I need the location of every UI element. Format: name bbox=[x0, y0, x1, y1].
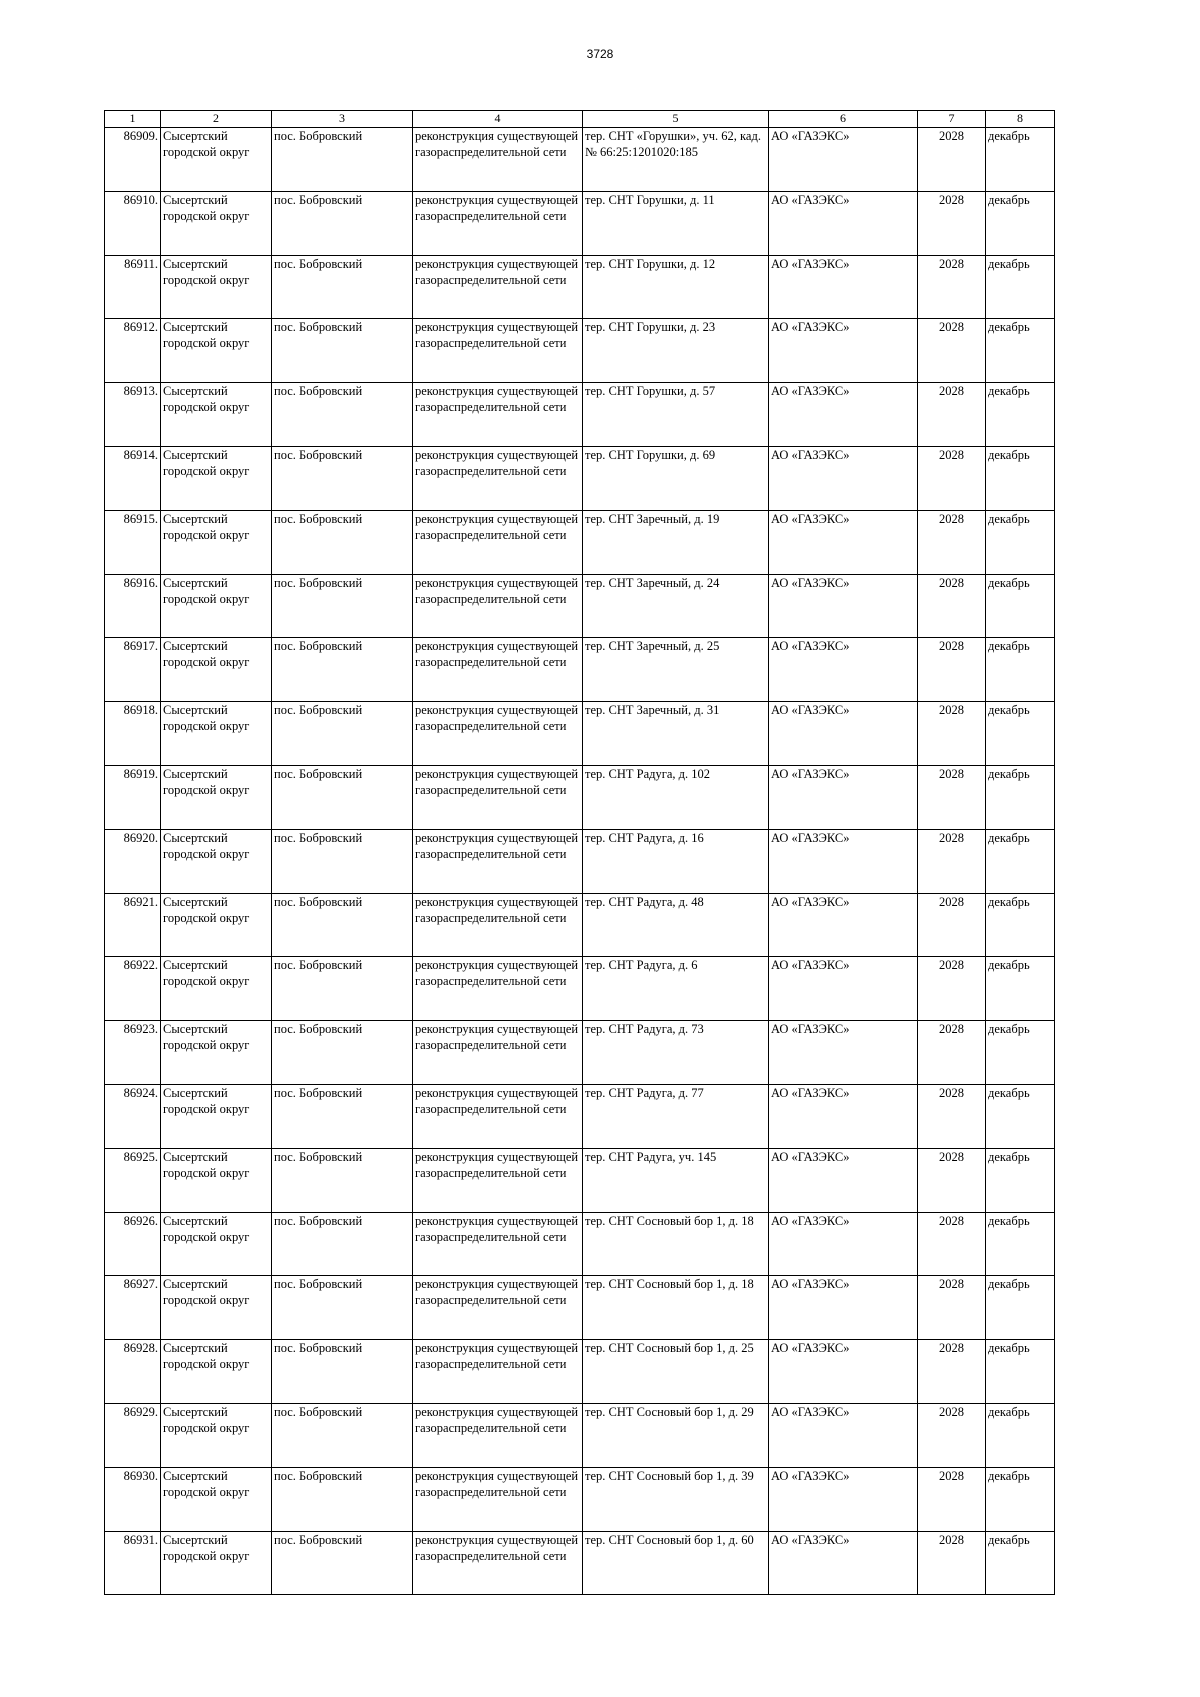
district-cell: Сысертский городской округ bbox=[161, 383, 272, 447]
work-type-cell: реконструкция существующей газораспределительной сети bbox=[413, 1531, 583, 1595]
table-row bbox=[105, 255, 1055, 319]
work-type-cell: реконструкция существующей газораспределительной сети bbox=[413, 383, 583, 447]
row-number: 86916. bbox=[105, 574, 161, 638]
table-row bbox=[105, 319, 1055, 383]
year-cell: 2028 bbox=[918, 1467, 986, 1531]
column-number: 5 bbox=[583, 111, 769, 128]
address-cell: тер. СНТ Сосновый бор 1, д. 39 bbox=[583, 1467, 769, 1531]
row-number: 86931. bbox=[105, 1531, 161, 1595]
settlement-cell: пос. Бобровский bbox=[272, 1276, 413, 1340]
table-row bbox=[105, 1340, 1055, 1404]
table-row bbox=[105, 1276, 1055, 1340]
month-cell: декабрь bbox=[986, 702, 1055, 766]
district-cell: Сысертский городской округ bbox=[161, 1467, 272, 1531]
month-cell: декабрь bbox=[986, 1340, 1055, 1404]
table-row bbox=[105, 383, 1055, 447]
year-cell: 2028 bbox=[918, 702, 986, 766]
organization-cell: АО «ГАЗЭКС» bbox=[769, 893, 918, 957]
district-cell: Сысертский городской округ bbox=[161, 1340, 272, 1404]
settlement-cell: пос. Бобровский bbox=[272, 1148, 413, 1212]
work-type-cell: реконструкция существующей газораспределительной сети bbox=[413, 829, 583, 893]
address-cell: тер. СНТ Заречный, д. 25 bbox=[583, 638, 769, 702]
work-type-cell: реконструкция существующей газораспределительной сети bbox=[413, 1403, 583, 1467]
organization-cell: АО «ГАЗЭКС» bbox=[769, 1084, 918, 1148]
table-row bbox=[105, 1467, 1055, 1531]
year-cell: 2028 bbox=[918, 957, 986, 1021]
row-number: 86911. bbox=[105, 255, 161, 319]
district-cell: Сысертский городской округ bbox=[161, 574, 272, 638]
month-cell: декабрь bbox=[986, 829, 1055, 893]
district-cell: Сысертский городской округ bbox=[161, 128, 272, 192]
district-cell: Сысертский городской округ bbox=[161, 446, 272, 510]
address-cell: тер. СНТ Заречный, д. 24 bbox=[583, 574, 769, 638]
address-cell: тер. СНТ Радуга, д. 77 bbox=[583, 1084, 769, 1148]
work-type-cell: реконструкция существующей газораспределительной сети bbox=[413, 1021, 583, 1085]
column-number-row bbox=[105, 111, 1055, 128]
settlement-cell: пос. Бобровский bbox=[272, 829, 413, 893]
work-type-cell: реконструкция существующей газораспределительной сети bbox=[413, 1084, 583, 1148]
address-cell: тер. СНТ Радуга, д. 16 bbox=[583, 829, 769, 893]
work-type-cell: реконструкция существующей газораспределительной сети bbox=[413, 1340, 583, 1404]
column-number: 2 bbox=[161, 111, 272, 128]
work-type-cell: реконструкция существующей газораспределительной сети bbox=[413, 319, 583, 383]
organization-cell: АО «ГАЗЭКС» bbox=[769, 765, 918, 829]
month-cell: декабрь bbox=[986, 1531, 1055, 1595]
settlement-cell: пос. Бобровский bbox=[272, 638, 413, 702]
district-cell: Сысертский городской округ bbox=[161, 255, 272, 319]
table-row bbox=[105, 1531, 1055, 1595]
settlement-cell: пос. Бобровский bbox=[272, 128, 413, 192]
district-cell: Сысертский городской округ bbox=[161, 1212, 272, 1276]
table-body bbox=[105, 128, 1055, 1595]
table-row bbox=[105, 574, 1055, 638]
address-cell: тер. СНТ Горушки, д. 69 bbox=[583, 446, 769, 510]
work-type-cell: реконструкция существующей газораспределительной сети bbox=[413, 510, 583, 574]
month-cell: декабрь bbox=[986, 638, 1055, 702]
month-cell: декабрь bbox=[986, 957, 1055, 1021]
month-cell: декабрь bbox=[986, 574, 1055, 638]
address-cell: тер. СНТ Радуга, д. 6 bbox=[583, 957, 769, 1021]
organization-cell: АО «ГАЗЭКС» bbox=[769, 446, 918, 510]
work-type-cell: реконструкция существующей газораспределительной сети bbox=[413, 1212, 583, 1276]
district-cell: Сысертский городской округ bbox=[161, 1531, 272, 1595]
table-row bbox=[105, 1021, 1055, 1085]
year-cell: 2028 bbox=[918, 1212, 986, 1276]
row-number: 86919. bbox=[105, 765, 161, 829]
address-cell: тер. СНТ Сосновый бор 1, д. 18 bbox=[583, 1276, 769, 1340]
settlement-cell: пос. Бобровский bbox=[272, 957, 413, 1021]
settlement-cell: пос. Бобровский bbox=[272, 574, 413, 638]
row-number: 86909. bbox=[105, 128, 161, 192]
row-number: 86929. bbox=[105, 1403, 161, 1467]
table-row bbox=[105, 446, 1055, 510]
address-cell: тер. СНТ Горушки, д. 12 bbox=[583, 255, 769, 319]
month-cell: декабрь bbox=[986, 510, 1055, 574]
address-cell: тер. СНТ Радуга, уч. 145 bbox=[583, 1148, 769, 1212]
month-cell: декабрь bbox=[986, 383, 1055, 447]
year-cell: 2028 bbox=[918, 128, 986, 192]
district-cell: Сысертский городской округ bbox=[161, 638, 272, 702]
table-row bbox=[105, 638, 1055, 702]
year-cell: 2028 bbox=[918, 638, 986, 702]
year-cell: 2028 bbox=[918, 510, 986, 574]
year-cell: 2028 bbox=[918, 383, 986, 447]
row-number: 86913. bbox=[105, 383, 161, 447]
row-number: 86930. bbox=[105, 1467, 161, 1531]
district-cell: Сысертский городской округ bbox=[161, 1084, 272, 1148]
organization-cell: АО «ГАЗЭКС» bbox=[769, 1212, 918, 1276]
organization-cell: АО «ГАЗЭКС» bbox=[769, 574, 918, 638]
month-cell: декабрь bbox=[986, 1403, 1055, 1467]
organization-cell: АО «ГАЗЭКС» bbox=[769, 1276, 918, 1340]
month-cell: декабрь bbox=[986, 319, 1055, 383]
organization-cell: АО «ГАЗЭКС» bbox=[769, 1340, 918, 1404]
column-number: 8 bbox=[986, 111, 1055, 128]
work-type-cell: реконструкция существующей газораспределительной сети bbox=[413, 957, 583, 1021]
table-row bbox=[105, 893, 1055, 957]
work-type-cell: реконструкция существующей газораспределительной сети bbox=[413, 128, 583, 192]
month-cell: декабрь bbox=[986, 1212, 1055, 1276]
settlement-cell: пос. Бобровский bbox=[272, 446, 413, 510]
year-cell: 2028 bbox=[918, 255, 986, 319]
year-cell: 2028 bbox=[918, 1084, 986, 1148]
district-cell: Сысертский городской округ bbox=[161, 510, 272, 574]
district-cell: Сысертский городской округ bbox=[161, 1021, 272, 1085]
year-cell: 2028 bbox=[918, 1340, 986, 1404]
month-cell: декабрь bbox=[986, 1084, 1055, 1148]
month-cell: декабрь bbox=[986, 446, 1055, 510]
work-type-cell: реконструкция существующей газораспределительной сети bbox=[413, 255, 583, 319]
work-type-cell: реконструкция существующей газораспределительной сети bbox=[413, 1276, 583, 1340]
year-cell: 2028 bbox=[918, 1021, 986, 1085]
address-cell: тер. СНТ Радуга, д. 102 bbox=[583, 765, 769, 829]
page-number: 3728 bbox=[586, 47, 614, 61]
month-cell: декабрь bbox=[986, 191, 1055, 255]
address-cell: тер. СНТ Горушки, д. 11 bbox=[583, 191, 769, 255]
organization-cell: АО «ГАЗЭКС» bbox=[769, 1148, 918, 1212]
table-row bbox=[105, 191, 1055, 255]
month-cell: декабрь bbox=[986, 255, 1055, 319]
month-cell: декабрь bbox=[986, 893, 1055, 957]
row-number: 86912. bbox=[105, 319, 161, 383]
settlement-cell: пос. Бобровский bbox=[272, 702, 413, 766]
address-cell: тер. СНТ Радуга, д. 48 bbox=[583, 893, 769, 957]
year-cell: 2028 bbox=[918, 319, 986, 383]
settlement-cell: пос. Бобровский bbox=[272, 1084, 413, 1148]
settlement-cell: пос. Бобровский bbox=[272, 1531, 413, 1595]
organization-cell: АО «ГАЗЭКС» bbox=[769, 702, 918, 766]
district-cell: Сысертский городской округ bbox=[161, 1403, 272, 1467]
work-type-cell: реконструкция существующей газораспределительной сети bbox=[413, 702, 583, 766]
row-number: 86923. bbox=[105, 1021, 161, 1085]
month-cell: декабрь bbox=[986, 1276, 1055, 1340]
organization-cell: АО «ГАЗЭКС» bbox=[769, 510, 918, 574]
settlement-cell: пос. Бобровский bbox=[272, 255, 413, 319]
organization-cell: АО «ГАЗЭКС» bbox=[769, 383, 918, 447]
column-number: 6 bbox=[769, 111, 918, 128]
year-cell: 2028 bbox=[918, 893, 986, 957]
year-cell: 2028 bbox=[918, 574, 986, 638]
year-cell: 2028 bbox=[918, 1148, 986, 1212]
column-number: 7 bbox=[918, 111, 986, 128]
row-number: 86910. bbox=[105, 191, 161, 255]
month-cell: декабрь bbox=[986, 128, 1055, 192]
settlement-cell: пос. Бобровский bbox=[272, 1021, 413, 1085]
district-cell: Сысертский городской округ bbox=[161, 893, 272, 957]
row-number: 86927. bbox=[105, 1276, 161, 1340]
district-cell: Сысертский городской округ bbox=[161, 702, 272, 766]
work-type-cell: реконструкция существующей газораспределительной сети bbox=[413, 191, 583, 255]
settlement-cell: пос. Бобровский bbox=[272, 1403, 413, 1467]
table-row bbox=[105, 128, 1055, 192]
address-cell: тер. СНТ Радуга, д. 73 bbox=[583, 1021, 769, 1085]
month-cell: декабрь bbox=[986, 1021, 1055, 1085]
month-cell: декабрь bbox=[986, 1148, 1055, 1212]
organization-cell: АО «ГАЗЭКС» bbox=[769, 638, 918, 702]
organization-cell: АО «ГАЗЭКС» bbox=[769, 1531, 918, 1595]
year-cell: 2028 bbox=[918, 1276, 986, 1340]
work-type-cell: реконструкция существующей газораспределительной сети bbox=[413, 1148, 583, 1212]
district-cell: Сысертский городской округ bbox=[161, 765, 272, 829]
work-type-cell: реконструкция существующей газораспределительной сети bbox=[413, 765, 583, 829]
year-cell: 2028 bbox=[918, 829, 986, 893]
year-cell: 2028 bbox=[918, 1403, 986, 1467]
organization-cell: АО «ГАЗЭКС» bbox=[769, 191, 918, 255]
table-row bbox=[105, 702, 1055, 766]
row-number: 86918. bbox=[105, 702, 161, 766]
work-type-cell: реконструкция существующей газораспределительной сети bbox=[413, 893, 583, 957]
address-cell: тер. СНТ «Горушки», уч. 62, кад. № 66:25:1201020:185 bbox=[583, 128, 769, 192]
district-cell: Сысертский городской округ bbox=[161, 191, 272, 255]
table-row bbox=[105, 510, 1055, 574]
address-cell: тер. СНТ Сосновый бор 1, д. 18 bbox=[583, 1212, 769, 1276]
row-number: 86921. bbox=[105, 893, 161, 957]
row-number: 86914. bbox=[105, 446, 161, 510]
year-cell: 2028 bbox=[918, 765, 986, 829]
settlement-cell: пос. Бобровский bbox=[272, 191, 413, 255]
settlement-cell: пос. Бобровский bbox=[272, 319, 413, 383]
work-type-cell: реконструкция существующей газораспределительной сети bbox=[413, 574, 583, 638]
row-number: 86924. bbox=[105, 1084, 161, 1148]
settlement-cell: пос. Бобровский bbox=[272, 1212, 413, 1276]
address-cell: тер. СНТ Сосновый бор 1, д. 29 bbox=[583, 1403, 769, 1467]
settlement-cell: пос. Бобровский bbox=[272, 1467, 413, 1531]
column-number: 4 bbox=[413, 111, 583, 128]
year-cell: 2028 bbox=[918, 446, 986, 510]
column-number: 1 bbox=[105, 111, 161, 128]
district-cell: Сысертский городской округ bbox=[161, 957, 272, 1021]
settlement-cell: пос. Бобровский bbox=[272, 510, 413, 574]
organization-cell: АО «ГАЗЭКС» bbox=[769, 128, 918, 192]
address-cell: тер. СНТ Заречный, д. 31 bbox=[583, 702, 769, 766]
row-number: 86928. bbox=[105, 1340, 161, 1404]
organization-cell: АО «ГАЗЭКС» bbox=[769, 829, 918, 893]
district-cell: Сысертский городской округ bbox=[161, 319, 272, 383]
table-row bbox=[105, 957, 1055, 1021]
organization-cell: АО «ГАЗЭКС» bbox=[769, 1021, 918, 1085]
month-cell: декабрь bbox=[986, 765, 1055, 829]
year-cell: 2028 bbox=[918, 191, 986, 255]
settlement-cell: пос. Бобровский bbox=[272, 765, 413, 829]
row-number: 86922. bbox=[105, 957, 161, 1021]
table-row bbox=[105, 1403, 1055, 1467]
address-cell: тер. СНТ Сосновый бор 1, д. 25 bbox=[583, 1340, 769, 1404]
address-cell: тер. СНТ Заречный, д. 19 bbox=[583, 510, 769, 574]
row-number: 86920. bbox=[105, 829, 161, 893]
table-row bbox=[105, 1084, 1055, 1148]
table-row bbox=[105, 1148, 1055, 1212]
address-cell: тер. СНТ Сосновый бор 1, д. 60 bbox=[583, 1531, 769, 1595]
settlement-cell: пос. Бобровский bbox=[272, 383, 413, 447]
organization-cell: АО «ГАЗЭКС» bbox=[769, 255, 918, 319]
row-number: 86915. bbox=[105, 510, 161, 574]
settlement-cell: пос. Бобровский bbox=[272, 1340, 413, 1404]
table-row bbox=[105, 765, 1055, 829]
organization-cell: АО «ГАЗЭКС» bbox=[769, 1467, 918, 1531]
work-type-cell: реконструкция существующей газораспределительной сети bbox=[413, 446, 583, 510]
organization-cell: АО «ГАЗЭКС» bbox=[769, 319, 918, 383]
district-cell: Сысертский городской округ bbox=[161, 1148, 272, 1212]
address-cell: тер. СНТ Горушки, д. 57 bbox=[583, 383, 769, 447]
organization-cell: АО «ГАЗЭКС» bbox=[769, 957, 918, 1021]
row-number: 86926. bbox=[105, 1212, 161, 1276]
address-cell: тер. СНТ Горушки, д. 23 bbox=[583, 319, 769, 383]
month-cell: декабрь bbox=[986, 1467, 1055, 1531]
register-table bbox=[104, 110, 1055, 1595]
table-row bbox=[105, 1212, 1055, 1276]
row-number: 86925. bbox=[105, 1148, 161, 1212]
settlement-cell: пос. Бобровский bbox=[272, 893, 413, 957]
column-number: 3 bbox=[272, 111, 413, 128]
row-number: 86917. bbox=[105, 638, 161, 702]
work-type-cell: реконструкция существующей газораспределительной сети bbox=[413, 638, 583, 702]
district-cell: Сысертский городской округ bbox=[161, 1276, 272, 1340]
work-type-cell: реконструкция существующей газораспределительной сети bbox=[413, 1467, 583, 1531]
table-row bbox=[105, 829, 1055, 893]
organization-cell: АО «ГАЗЭКС» bbox=[769, 1403, 918, 1467]
district-cell: Сысертский городской округ bbox=[161, 829, 272, 893]
year-cell: 2028 bbox=[918, 1531, 986, 1595]
